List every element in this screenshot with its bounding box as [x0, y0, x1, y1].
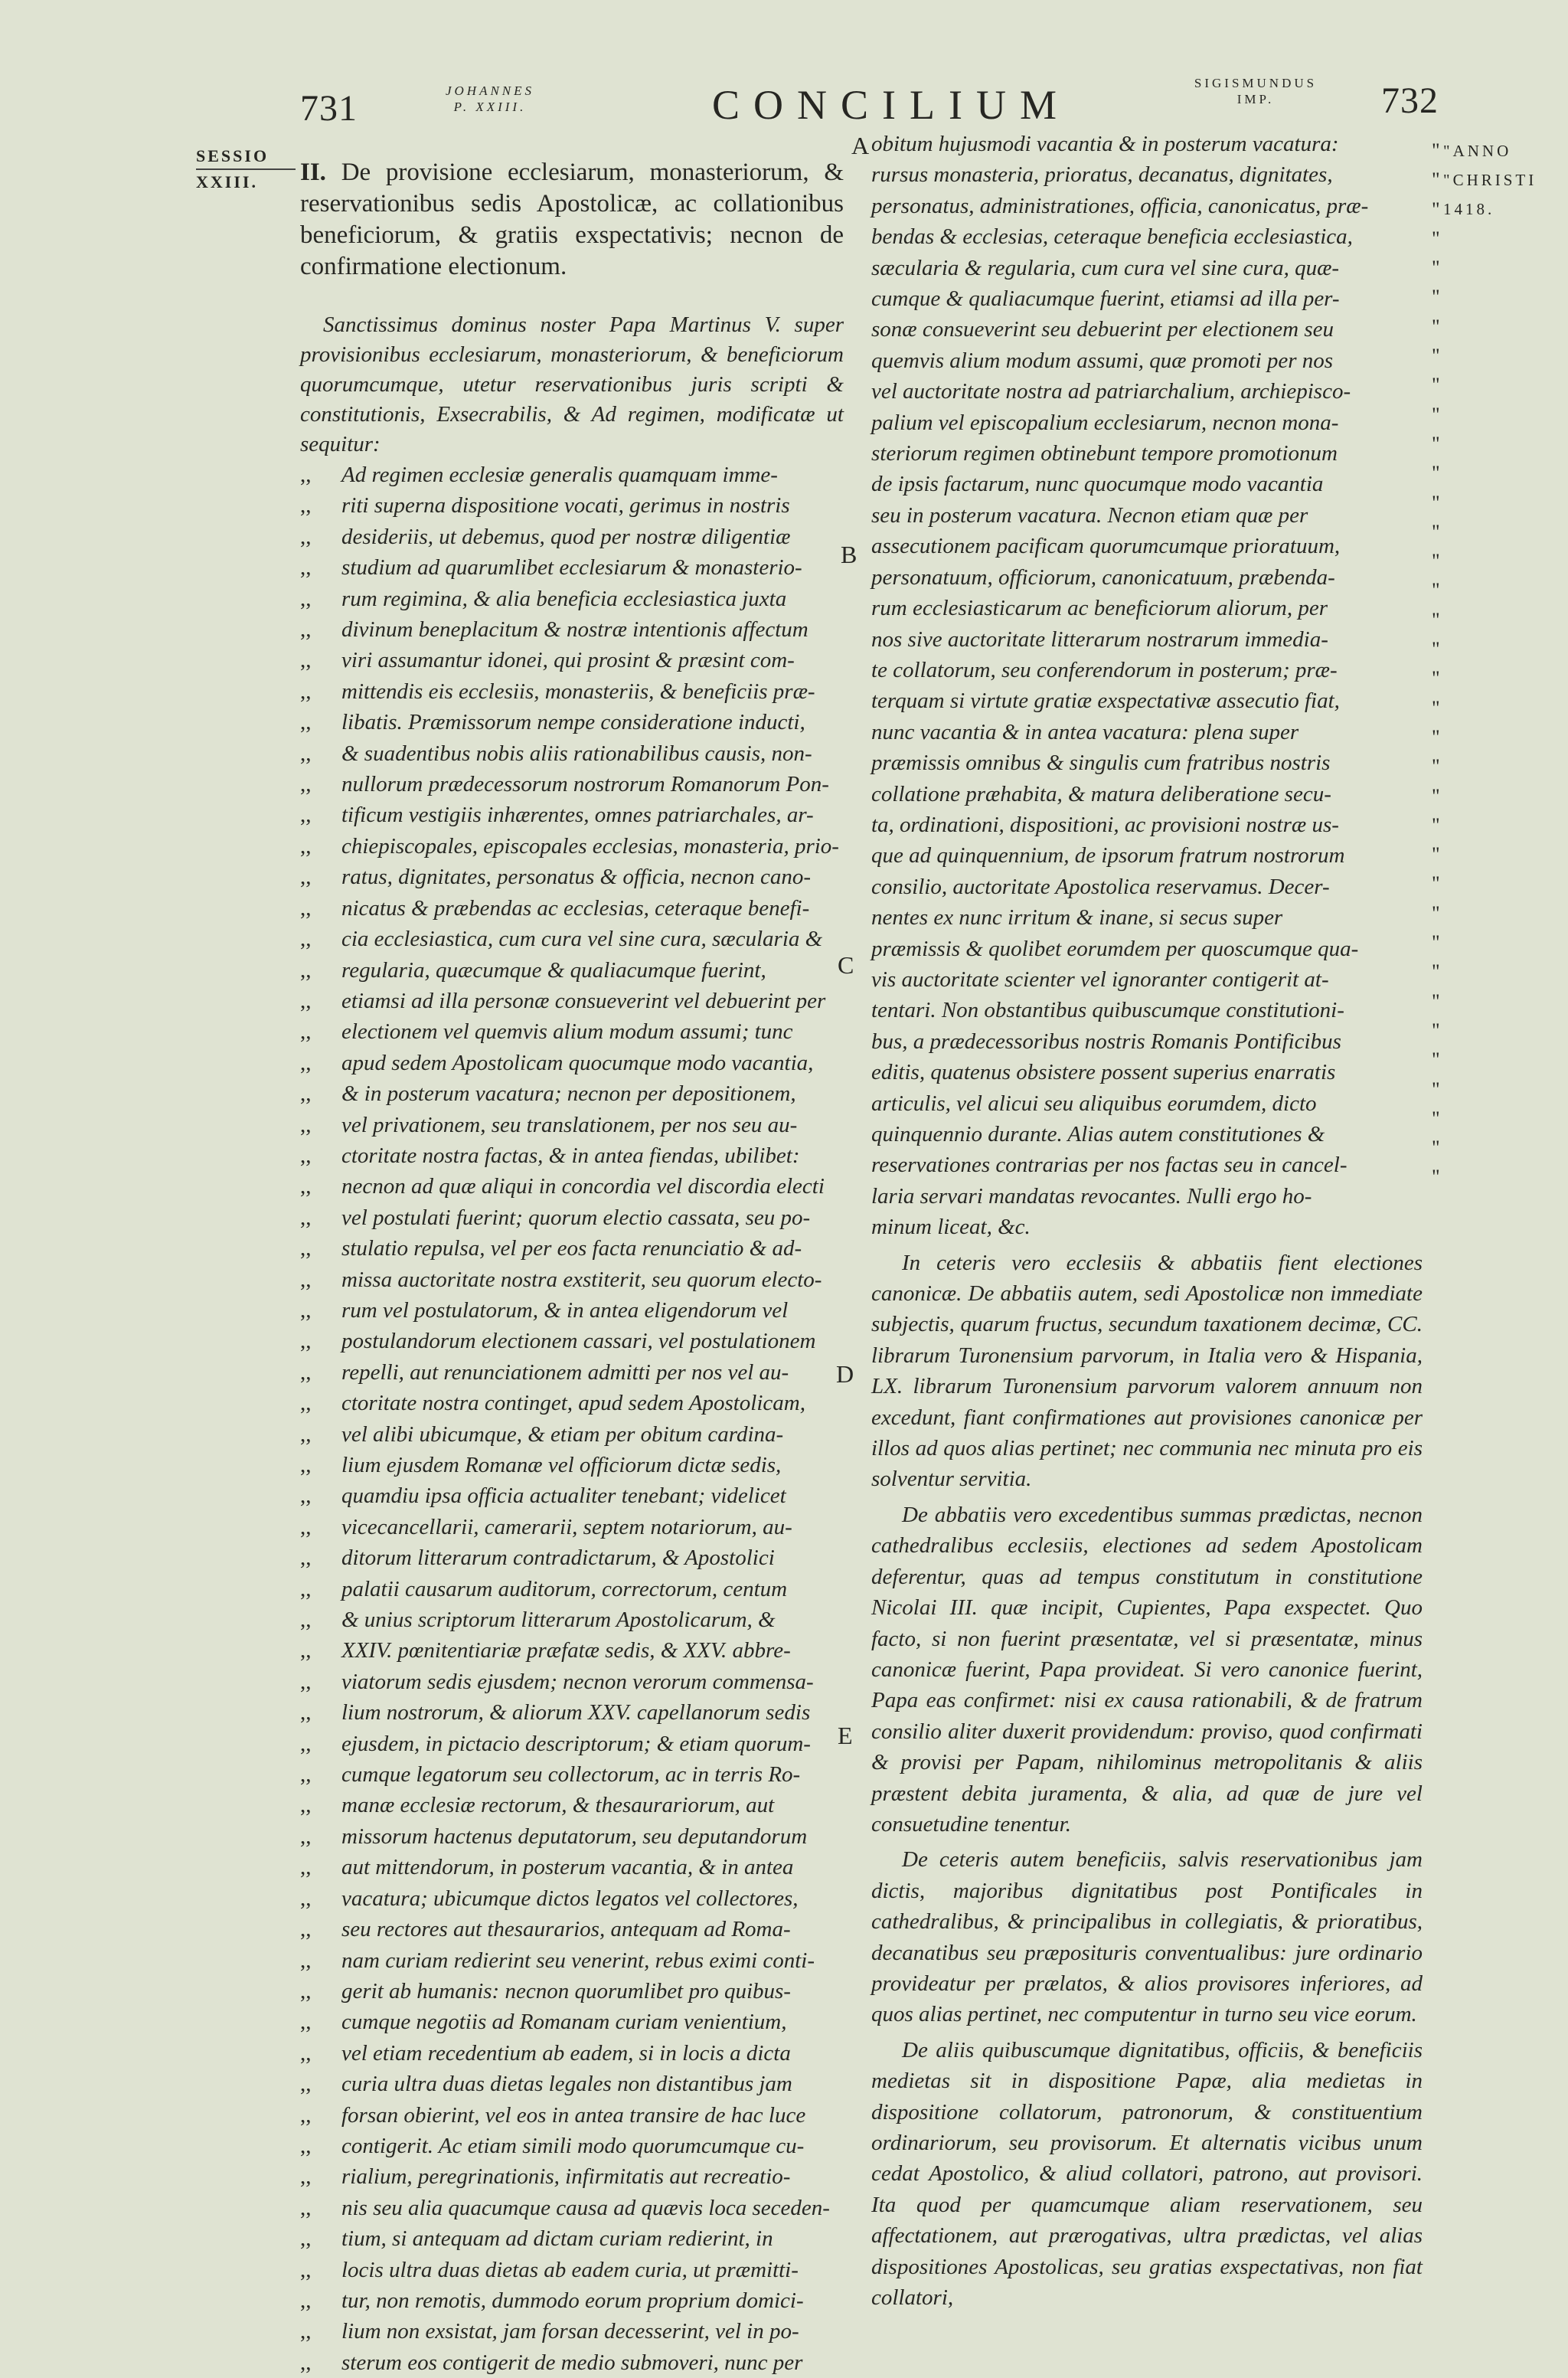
- text-line: ,, & in posterum vacatura; necnon per depositionem,: [300, 1078, 844, 1109]
- paragraph: De abbatiis vero excedentibus summas prædictas, necnon cathedralibus ecclesiis, electiones ad sedem Apostolicam deferentur, quas ad tempus constitutum in constitutione Nicolai III. quæ incipit, Cupientes, Papa exspectet. Quo facto, si non fuerint præsentatæ, vel si præsentatæ, minus canonicæ fuerint, Papa provideat. Si vero canonice fuerint, Papa eas confirmet: nisi ex causa rationabili, & de fratrum consilio aliter duxerit providendum: proviso, quod confirmati & provisi per Papam, nihilominus metropolitanis & aliis præstent debita juramenta, & alia, ad quæ de jure vel consuetudine tenentur.: [871, 1502, 1423, 1837]
- text-line: ,, libatis. Præmissorum nempe consideratione inducti,: [300, 707, 844, 738]
- left-running-title-line-2: P. XXIII.: [453, 100, 527, 114]
- quotation-mark: ": [1432, 638, 1440, 661]
- text-line: ,, forsan obierint, vel eos in antea transire de hac luce: [300, 2100, 844, 2131]
- text-line: ,, riti superna dispositione vocati, gerimus in nostris: [300, 490, 844, 521]
- section-marker-d: D: [836, 1360, 854, 1388]
- quotation-mark: ": [1432, 784, 1440, 807]
- quotation-mark: ": [1432, 960, 1440, 983]
- text-line: ,, chiepiscopales, episcopales ecclesias, monasteria, prio-: [300, 831, 844, 862]
- text-line: assecutionem pacificam quorumcumque prioratuum,: [871, 534, 1341, 559]
- quotation-mark: ": [1432, 1048, 1440, 1071]
- text-line: ,, cumque negotiis ad Romanam curiam venientium,: [300, 2007, 844, 2037]
- quotation-marks-column: [1432, 136, 1455, 1192]
- text-line: ,, nam curiam redierint seu venerint, rebus eximi conti-: [300, 1945, 844, 1976]
- quotation-mark: ": [1432, 989, 1440, 1012]
- text-line: terquam si virtute gratiæ exspectativæ assecutio fiat,: [871, 689, 1340, 714]
- text-line: ,, lium nostrorum, & aliorum XXV. capellanorum sedis: [300, 1697, 844, 1728]
- page-number-left: 731: [300, 88, 358, 129]
- text-line: ,, apud sedem Apostolicam quocumque modo vacantia,: [300, 1048, 844, 1078]
- right-running-title: [1160, 75, 1351, 107]
- text-line: reservationes contrarias per nos factas seu in cancel-: [871, 1153, 1348, 1178]
- text-line: ,, necnon ad quæ aliqui in concordia vel discordia electi: [300, 1171, 844, 1202]
- text-line: bendas & ecclesias, ceteraque beneficia ecclesiastica,: [871, 224, 1353, 250]
- text-line: ,, tium, si antequam ad dictam curiam redierint, in: [300, 2223, 844, 2254]
- quotation-mark: ": [1432, 579, 1440, 602]
- text-line: ,, aut mittendorum, in posterum vacantia, & in antea: [300, 1852, 844, 1882]
- left-running-title: [406, 83, 574, 115]
- text-line: ,, tificum vestigiis inhærentes, omnes patriarchales, ar-: [300, 800, 844, 830]
- intro-paragraph: Sanctissimus dominus noster Papa Martinus V. super provisionibus ecclesiarum, monasteriorum, & beneficiorum quorumcumque, utetur reservationibus juris scripti & constitutionis, Exsecrabilis, & Ad regimen, modificatæ ut sequitur:: [300, 312, 844, 456]
- text-line: que ad quinquennium, de ipsorum fratrum nostrorum: [871, 843, 1345, 868]
- text-line: ,, repelli, aut renunciationem admitti per nos vel au-: [300, 1357, 844, 1388]
- text-line: ,, XXIV. pœnitentiariæ præfatæ sedis, & XXV. abbre-: [300, 1635, 844, 1666]
- quotation-mark: ": [1432, 286, 1440, 309]
- quotation-mark: ": [1432, 491, 1440, 514]
- page-title: CONCILIUM: [712, 82, 1070, 128]
- text-line: ,, regularia, quæcumque & qualiacumque fuerint,: [300, 955, 844, 986]
- text-line: ,, locis ultra duas dietas ab eadem curia, ut præmitti-: [300, 2255, 844, 2285]
- quotation-mark: ": [1432, 550, 1440, 573]
- quotation-mark: ": [1432, 755, 1440, 778]
- text-line: nos sive auctoritate litterarum nostrarum immedia-: [871, 626, 1328, 652]
- text-line: cumque & qualiacumque fuerint, etiamsi ad illa per-: [871, 286, 1340, 312]
- left-column: [300, 157, 844, 2378]
- text-line: ,, postulandorum electionem cassari, vel postulationem: [300, 1326, 844, 1356]
- text-line: personatuum, officiorum, canonicatuum, præbenda-: [871, 564, 1335, 590]
- text-line: sæcularia & regularia, cum cura vel sine cura, quæ-: [871, 255, 1340, 280]
- quotation-mark: ": [1432, 315, 1440, 338]
- text-line: ,, desideriis, ut debemus, quod per nostræ diligentiæ: [300, 522, 844, 552]
- text-line: ,, etiamsi ad illa personæ consueverint vel debuerint per: [300, 986, 844, 1016]
- text-line: quinquennio durante. Alias autem constitutiones &: [871, 1122, 1325, 1146]
- quotation-mark: ": [1432, 725, 1440, 748]
- text-line: ,, quamdiu ipsa officia actualiter tenebant; videlicet: [300, 1480, 844, 1511]
- text-line: nunc vacantia & in antea vacatura: plena super: [871, 719, 1299, 744]
- quotation-mark: ": [1432, 345, 1440, 368]
- session-rule: [196, 168, 296, 170]
- section-marker-b: B: [841, 541, 858, 568]
- quotation-mark: ": [1432, 696, 1440, 719]
- text-line: quemvis alium modum assumi, quæ promoti per nos: [871, 348, 1334, 373]
- text-line: laria servari mandatas revocantes. Nulli ergo ho-: [871, 1183, 1312, 1209]
- text-line: obitum hujusmodi vacantia & in posterum vacatura:: [871, 132, 1339, 156]
- session-number: XXIII.: [196, 172, 258, 191]
- text-line: ,, ctoritate nostra factas, & in antea fiendas, ubilibet:: [300, 1140, 844, 1171]
- text-line: ,, vel privationem, seu translationem, per nos seu au-: [300, 1110, 844, 1140]
- text-line: ,, vel alibi ubicumque, & etiam per obitum cardina-: [300, 1419, 844, 1450]
- text-line: consilio, auctoritate Apostolica reservamus. Decer-: [871, 874, 1330, 899]
- text-line: ,, nullorum prædecessorum nostrorum Romanorum Pon-: [300, 769, 844, 800]
- text-line: ,, seu rectores aut thesaurarios, antequam ad Roma-: [300, 1914, 844, 1945]
- text-line: ,, stulatio repulsa, vel per eos facta renunciatio & ad-: [300, 1233, 844, 1264]
- text-line: ta, ordinationi, dispositioni, ac provisioni nostræ us-: [871, 812, 1339, 837]
- session-marginal-note: [196, 146, 296, 193]
- text-line: ,, palatii causarum auditorum, correctorum, centum: [300, 1574, 844, 1604]
- text-line: ,, curia ultra duas dietas legales non distantibus jam: [300, 2069, 844, 2099]
- text-line: præmissis & quolibet eorumdem per quoscumque qua-: [871, 936, 1359, 961]
- text-line: ,, cia ecclesiastica, cum cura vel sine cura, sæcularia &: [300, 924, 844, 954]
- text-line: minum liceat, &c.: [871, 1215, 1031, 1240]
- year-marginal-note: [1443, 136, 1537, 224]
- section-marker-a: A: [851, 132, 870, 159]
- text-line: ,, tur, non remotis, dummodo eorum proprium domici-: [300, 2285, 844, 2316]
- text-line: articulis, vel alicui seu aliquibus eorumdem, dicto: [871, 1091, 1317, 1116]
- text-line: ,, electionem vel quemvis alium modum assumi; tunc: [300, 1016, 844, 1047]
- text-line: rum ecclesiasticarum ac beneficiorum aliorum, per: [871, 596, 1328, 621]
- right-running-title-line-2: IMP.: [1236, 92, 1275, 106]
- text-line: ,, & unius scriptorum litterarum Apostolicarum, &: [300, 1604, 844, 1635]
- quotation-mark: ": [1432, 227, 1440, 250]
- text-line: seu in posterum vacatura. Necnon etiam quæ per: [871, 502, 1308, 528]
- quotation-mark: ": [1432, 1166, 1440, 1189]
- text-line: ,, vicecancellarii, camerarii, septem notariorum, au-: [300, 1512, 844, 1542]
- text-line: ,, viatorum sedis ejusdem; necnon verorum commensa-: [300, 1667, 844, 1697]
- text-line: ,, cumque legatorum seu collectorum, ac in terris Ro-: [300, 1759, 844, 1790]
- text-line: ,, ctoritate nostra continget, apud sedem Apostolicam,: [300, 1388, 844, 1418]
- text-line: vel auctoritate nostra ad patriarchalium, archiepisco-: [871, 379, 1351, 404]
- text-line: ,, missa auctoritate nostra exstiterit, seu quorum electo-: [300, 1264, 844, 1295]
- left-running-title-line-1: JOHANNES: [445, 83, 535, 98]
- text-line: ,, divinum beneplacitum & nostræ intentionis affectum: [300, 614, 844, 645]
- quotation-mark: ": [1432, 843, 1440, 866]
- text-line: ,, rialium, peregrinationis, infirmitatis aut recreatio-: [300, 2161, 844, 2192]
- christi-label: "CHRISTI: [1443, 171, 1537, 189]
- text-line: steriorum regimen obtinebunt tempore promotionum: [871, 441, 1338, 466]
- right-running-title-line-1: SIGISMUNDUS: [1194, 76, 1318, 90]
- paragraph: In ceteris vero ecclesiis & abbatiis fient electiones canonicæ. De abbatiis autem, sedi Apostolicæ non immediate subjectis, quarum fructus, secundum taxationem decimæ, CC. librarum Turonensium parvorum, in Italia vero & Hispania, LX. librarum Turonensium parvorum valorem annuum non excedunt, fiant confirmationes aut provisiones canonicæ per illos ad quos alias pertinet; nec communia nec minuta pro eis solventur servitia.: [871, 1250, 1423, 1492]
- text-line: ,, vacatura; ubicumque dictos legatos vel collectores,: [300, 1883, 844, 1914]
- text-line: tentari. Non obstantibus quibuscumque constitutioni-: [871, 998, 1344, 1023]
- text-line: palium vel episcopalium ecclesiarum, necnon mona-: [871, 410, 1339, 435]
- decree-continuation: [871, 129, 1423, 1243]
- text-line: ,, viri assumantur idonei, qui prosint & præsint com-: [300, 645, 844, 675]
- text-line: personatus, administrationes, officia, canonicatus, præ-: [871, 193, 1369, 218]
- quotation-mark: ": [1432, 432, 1440, 455]
- text-line: ,, lium non exsistat, jam forsan decesserint, vel in po-: [300, 2316, 844, 2347]
- text-line: ,, manæ ecclesiæ rectorum, & thesaurariorum, aut: [300, 1790, 844, 1820]
- quotation-mark: ": [1432, 1078, 1440, 1101]
- section-heading: [300, 157, 844, 283]
- decree-text: [300, 460, 844, 2378]
- text-line: ,, ejusdem, in pictacio descriptorum; & etiam quorum-: [300, 1729, 844, 1759]
- paragraph: De ceteris autem beneficiis, salvis reservationibus jam dictis, majoribus dignitatibus post Pontificales in cathedralibus, & principalibus in collegiatis, & prioratibus, decanatibus seu præposituris conventualibus: jure ordinario provideatur per prælatos, & alios provisores inferiores, ad quos alias pertinet, nec computentur in turno seu vice eorum.: [871, 1847, 1423, 2027]
- quotation-mark: ": [1432, 813, 1440, 836]
- quotation-mark: ": [1432, 1019, 1440, 1042]
- text-line: ,, studium ad quarumlibet ecclesiarum & monasterio-: [300, 552, 844, 583]
- text-line: ,, missorum hactenus deputatorum, seu deputandorum: [300, 1821, 844, 1852]
- quotation-mark: ": [1432, 1107, 1440, 1130]
- quotation-mark: ": [1432, 901, 1440, 924]
- paragraph: De aliis quibuscumque dignitatibus, officiis, & beneficiis medietas sit in dispositione Papæ, alia medietas in dispositione collatorum, patronorum, & constituentium ordinariorum, seu provisorum. Et alternatis vicibus unum cedat Apostolico, & aliud collatori, patrono, aut provisori. Ita quod per quamcumque aliam reservationem, seu affectationem, aut prærogativas, ultra prædictas, vel alias dispositiones Apostolicas, seu gratias exspectativas, non fiat collatori,: [871, 2037, 1423, 2311]
- text-line: collatione præhabita, & matura deliberatione secu-: [871, 781, 1331, 806]
- section-marker-c: C: [838, 951, 854, 979]
- text-line: ,, vel postulati fuerint; quorum electio cassata, seu po-: [300, 1202, 844, 1233]
- quotation-mark: ": [1432, 257, 1440, 280]
- text-line: ,, ratus, dignitates, personatus & officia, necnon cano-: [300, 862, 844, 892]
- quotation-mark: ": [1432, 667, 1440, 690]
- right-column: [871, 129, 1423, 2313]
- text-line: te collatorum, seu conferendorum in posterum; præ-: [871, 657, 1338, 682]
- text-line: præmissis omnibus & singulis cum fratribus nostris: [871, 751, 1331, 776]
- text-line: ,, gerit ab humanis: necnon quorumlibet pro quibus-: [300, 1976, 844, 2007]
- quotation-mark: ": [1432, 198, 1440, 221]
- section-heading-text: De provisione ecclesiarum, monasteriorum, & reservationibus sedis Apostolicæ, ac collationibus beneficiorum, & gratiis exspectativis; necnon de confirmatione electionum.: [300, 159, 844, 280]
- section-number: II.: [300, 159, 326, 186]
- quotation-mark: ": [1432, 403, 1440, 426]
- section-marker-e: E: [838, 1722, 853, 1749]
- quotation-mark: ": [1432, 1137, 1440, 1160]
- text-line: ,, ditorum litterarum contradictarum, & Apostolici: [300, 1542, 844, 1573]
- text-line: nentes ex nunc irritum & inane, si secus super: [871, 905, 1283, 931]
- text-line: ,, vel etiam recedentium ab eadem, si in locis a dicta: [300, 2038, 844, 2069]
- text-line: ,, sterum eos contigerit de medio submoveri, nunc per: [300, 2347, 844, 2378]
- text-line: ,, lium ejusdem Romanæ vel officiorum dictæ sedis,: [300, 1450, 844, 1480]
- quotation-mark: ": [1432, 608, 1440, 631]
- quotation-mark: ": [1432, 168, 1440, 191]
- text-line: ,, rum regimina, & alia beneficia ecclesiastica juxta: [300, 584, 844, 614]
- text-line: ,, & suadentibus nobis aliis rationabilibus causis, non-: [300, 738, 844, 769]
- quotation-mark: ": [1432, 520, 1440, 543]
- text-line: de ipsis factarum, nunc quocumque modo vacantia: [871, 472, 1324, 497]
- text-line: ,, Ad regimen ecclesiæ generalis quamquam imme-: [300, 460, 844, 490]
- quotation-mark: ": [1432, 462, 1440, 485]
- text-line: sonæ consueverint seu debuerint per electionem seu: [871, 317, 1334, 342]
- text-line: editis, quatenus obsistere possent superius enarratis: [871, 1060, 1336, 1085]
- right-paragraphs: [871, 1248, 1423, 2314]
- text-line: ,, contigerit. Ac etiam simili modo quorumcumque cu-: [300, 2131, 844, 2161]
- text-line: bus, a prædecessoribus nostris Romanis Pontificibus: [871, 1029, 1341, 1054]
- session-label: SESSIO: [196, 146, 270, 165]
- quotation-mark: ": [1432, 931, 1440, 954]
- quotation-mark: ": [1432, 872, 1440, 895]
- text-line: ,, mittendis eis ecclesiis, monasteriis, & beneficiis præ-: [300, 676, 844, 707]
- quotation-mark: ": [1432, 139, 1440, 162]
- text-line: ,, rum vel postulatorum, & in antea eligendorum vel: [300, 1295, 844, 1326]
- anno-label: "ANNO: [1443, 142, 1512, 160]
- year-number: 1418.: [1443, 200, 1495, 218]
- text-line: vis auctoritate scienter vel ignoranter contigerit at-: [871, 967, 1329, 992]
- page-number-right: 732: [1381, 80, 1439, 121]
- text-line: rursus monasteria, prioratus, decanatus, dignitates,: [871, 162, 1333, 188]
- quotation-mark: ": [1432, 374, 1440, 397]
- text-line: ,, nis seu alia quacumque causa ad quævis loca seceden-: [300, 2193, 844, 2223]
- text-line: ,, nicatus & præbendas ac ecclesias, ceteraque benefi-: [300, 893, 844, 924]
- running-header: [0, 67, 1568, 129]
